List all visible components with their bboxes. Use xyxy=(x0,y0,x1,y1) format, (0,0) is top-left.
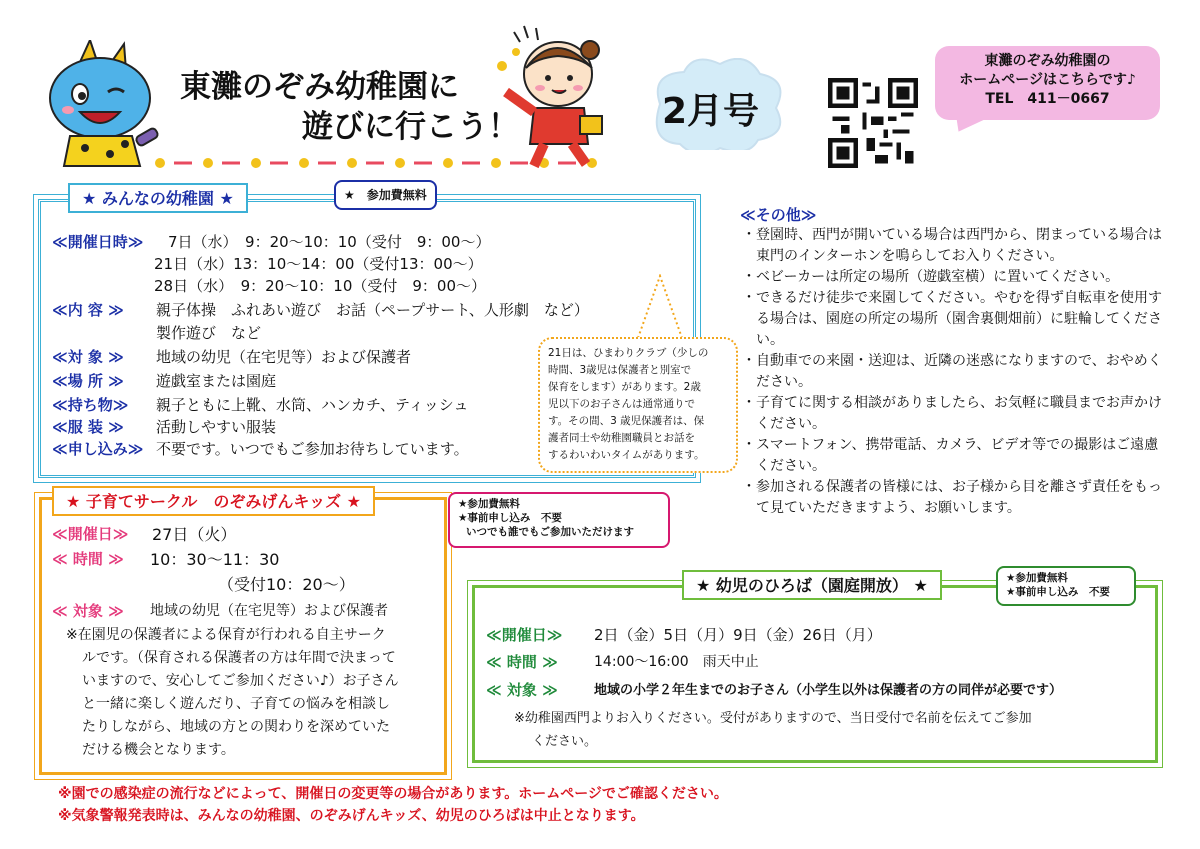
qr-code[interactable] xyxy=(828,78,918,168)
other-item: ・ 登園時、西門が開いている場合は西門から、閉まっている場合は東門のインターホンを鳴らしてお入りください。 xyxy=(746,225,1166,267)
kosodate-time: 10：30～11：30 xyxy=(150,550,280,569)
minna-content-1: 親子体操 ふれあい遊び お話（ペープサート、人形劇 など） xyxy=(156,301,589,319)
other-list xyxy=(746,225,1166,519)
hiroba-target: 地域の小学２年生までのお子さん（小学生以外は保護者の方の同伴が必要です） xyxy=(594,683,1063,698)
other-item: ・ 自動車での来園・送迎は、近隣の迷惑になりますので、おやめください。 xyxy=(746,351,1166,393)
kosodate-reception: （受付10：20～） xyxy=(218,575,355,594)
kosodate-tag-line3: いつでも誰でもご参加いただけます xyxy=(466,526,634,538)
hiroba-note-line2: ください。 xyxy=(532,734,598,749)
minna-fee-tag: ★ 参加費無料 xyxy=(334,180,437,210)
other-item: ・ 子育てに関する相談がありましたら、お気軽に職員までお声かけください。 xyxy=(746,393,1166,435)
hiroba-target-label: ≪ 対象 ≫ xyxy=(486,681,558,699)
footer-note-2: ※気象警報発表時は、みんなの幼稚園、のぞみげんキッズ、幼児のひろばは中止となります。 xyxy=(58,808,645,824)
note-line1: 21日は、ひまわりクラブ（少しの xyxy=(548,347,709,359)
minna-date-3: 28日（水） 9：20～10：10（受付 9：00～） xyxy=(154,277,487,295)
hiroba-tag-line2: ★事前申し込み 不要 xyxy=(1006,586,1110,598)
kosodate-time-label: ≪ 時間 ≫ xyxy=(52,550,124,568)
page-title-line2: 遊びに行こう！ xyxy=(302,109,519,145)
hiroba-time: 14:00～16:00 雨天中止 xyxy=(594,654,759,670)
minna-heading: ★ みんなの幼稚園 ★ xyxy=(68,183,248,213)
hp-tel: TEL 411－0667 xyxy=(985,91,1110,107)
note-line3: 保育をします）があります。2歳 xyxy=(548,381,701,393)
minna-clothes: 活動しやすい服装 xyxy=(156,418,277,436)
note-line2: 時間、3歳児は保護者と別室で xyxy=(548,364,692,376)
kosodate-target: 地域の幼児（在宅児等）および保護者 xyxy=(150,603,388,619)
kosodate-desc-line: と一緒に楽しく遊んだり、子育ての悩みを相談し xyxy=(82,696,390,712)
kosodate-desc-line: ※在園児の保護者による保育が行われる自主サーク xyxy=(66,627,386,643)
himawari-note-bubble xyxy=(538,337,738,473)
kosodate-tag-line1: ★参加費無料 xyxy=(458,498,520,510)
note-line4: 児以下のお子さんは通常通りで xyxy=(548,398,695,410)
minna-items-label: ≪持ち物≫ xyxy=(52,396,129,414)
hiroba-tag xyxy=(996,566,1136,606)
hiroba-date: 2日（金）5日（月）9日（金）26日（月） xyxy=(594,626,882,644)
kosodate-date: 27日（火） xyxy=(152,525,237,544)
note-line6: 護者同士や幼稚園職員とお話を xyxy=(548,432,695,444)
other-item: ・ できるだけ徒歩で来園してください。やむを得ず自転車を使用する場合は、園庭の所定の場所（園舎裏側畑前）に駐輪してください。 xyxy=(746,288,1166,351)
minna-target-label: ≪対 象 ≫ xyxy=(52,348,124,366)
oni-character-illustration xyxy=(40,40,165,170)
minna-clothes-label: ≪服 装 ≫ xyxy=(52,418,124,436)
minna-date-2: 21日（水）13：10～14：00（受付13：00～） xyxy=(154,255,483,273)
kosodate-description xyxy=(66,624,399,762)
note-line5: す。その間、3 歳児保護者は、保 xyxy=(548,415,705,427)
minna-place-label: ≪場 所 ≫ xyxy=(52,372,124,390)
homepage-info-bubble xyxy=(935,46,1160,120)
kosodate-heading: ★ 子育てサークル のぞみげんキッズ ★ xyxy=(52,486,375,516)
hiroba-heading: ★ 幼児のひろば（園庭開放） ★ xyxy=(682,570,942,600)
child-character-illustration xyxy=(488,22,628,172)
hiroba-date-label: ≪開催日≫ xyxy=(486,626,563,644)
minna-date-1: 7日（水） 9：20～10：10（受付 9：00～） xyxy=(168,233,491,251)
other-item: ・ スマートフォン、携帯電話、カメラ、ビデオ等での撮影はご遠慮ください。 xyxy=(746,435,1166,477)
kosodate-desc-line: たりしながら、地域の方との関わりを深めていた xyxy=(82,719,390,735)
other-item: ・ ベビーカーは所定の場所（遊戯室横）に置いてください。 xyxy=(746,267,1166,288)
kosodate-tag xyxy=(448,492,670,548)
minna-content-2: 製作遊び など xyxy=(156,324,262,342)
hiroba-time-label: ≪ 時間 ≫ xyxy=(486,653,558,671)
other-heading: ≪その他≫ xyxy=(740,206,817,224)
hiroba-tag-line1: ★参加費無料 xyxy=(1006,572,1068,584)
page-title-line1: 東灘のぞみ幼稚園に xyxy=(180,69,459,105)
kosodate-target-label: ≪ 対象 ≫ xyxy=(52,602,124,620)
minna-apply: 不要です。いつでもご参加お待ちしています。 xyxy=(156,440,469,458)
kosodate-desc-line: だける機会となります。 xyxy=(82,742,235,758)
hiroba-note-line1: ※幼稚園西門よりお入りください。受付がありますので、当日受付で名前を伝えてご参加 xyxy=(514,711,1032,726)
kosodate-tag-line2: ★事前申し込み 不要 xyxy=(458,512,562,524)
note-bubble-tail xyxy=(630,274,690,340)
note-line7: するわいわいタイムがあります。 xyxy=(548,449,705,461)
minna-date-label-text: ≪開催日時≫ xyxy=(52,233,144,251)
minna-target: 地域の幼児（在宅児等）および保護者 xyxy=(156,348,412,366)
hp-line1: 東灘のぞみ幼稚園の xyxy=(984,53,1111,69)
kosodate-desc-line: いますので、安心してご参加ください♪）お子さん xyxy=(82,673,399,689)
other-item: ・ 参加される保護者の皆様には、お子様から目を離さず責任をもって見ていただきますよう、お願いします。 xyxy=(746,477,1166,519)
footer-note-1: ※園での感染症の流行などによって、開催日の変更等の場合があります。ホームページでご確認ください。 xyxy=(58,786,728,802)
hp-line2: ホームページはこちらです♪ xyxy=(959,72,1136,88)
kosodate-desc-line: ルです。（保育される保護者の方は年間で決まって xyxy=(82,650,396,666)
issue-label: 2月号 xyxy=(662,91,760,132)
minna-items: 親子ともに上靴、水筒、ハンカチ、ティッシュ xyxy=(156,396,469,414)
minna-apply-label: ≪申し込み≫ xyxy=(52,440,144,458)
minna-content-label: ≪内 容 ≫ xyxy=(52,301,124,319)
minna-place: 遊戯室または園庭 xyxy=(156,372,277,390)
kosodate-date-label: ≪開催日≫ xyxy=(52,525,129,543)
